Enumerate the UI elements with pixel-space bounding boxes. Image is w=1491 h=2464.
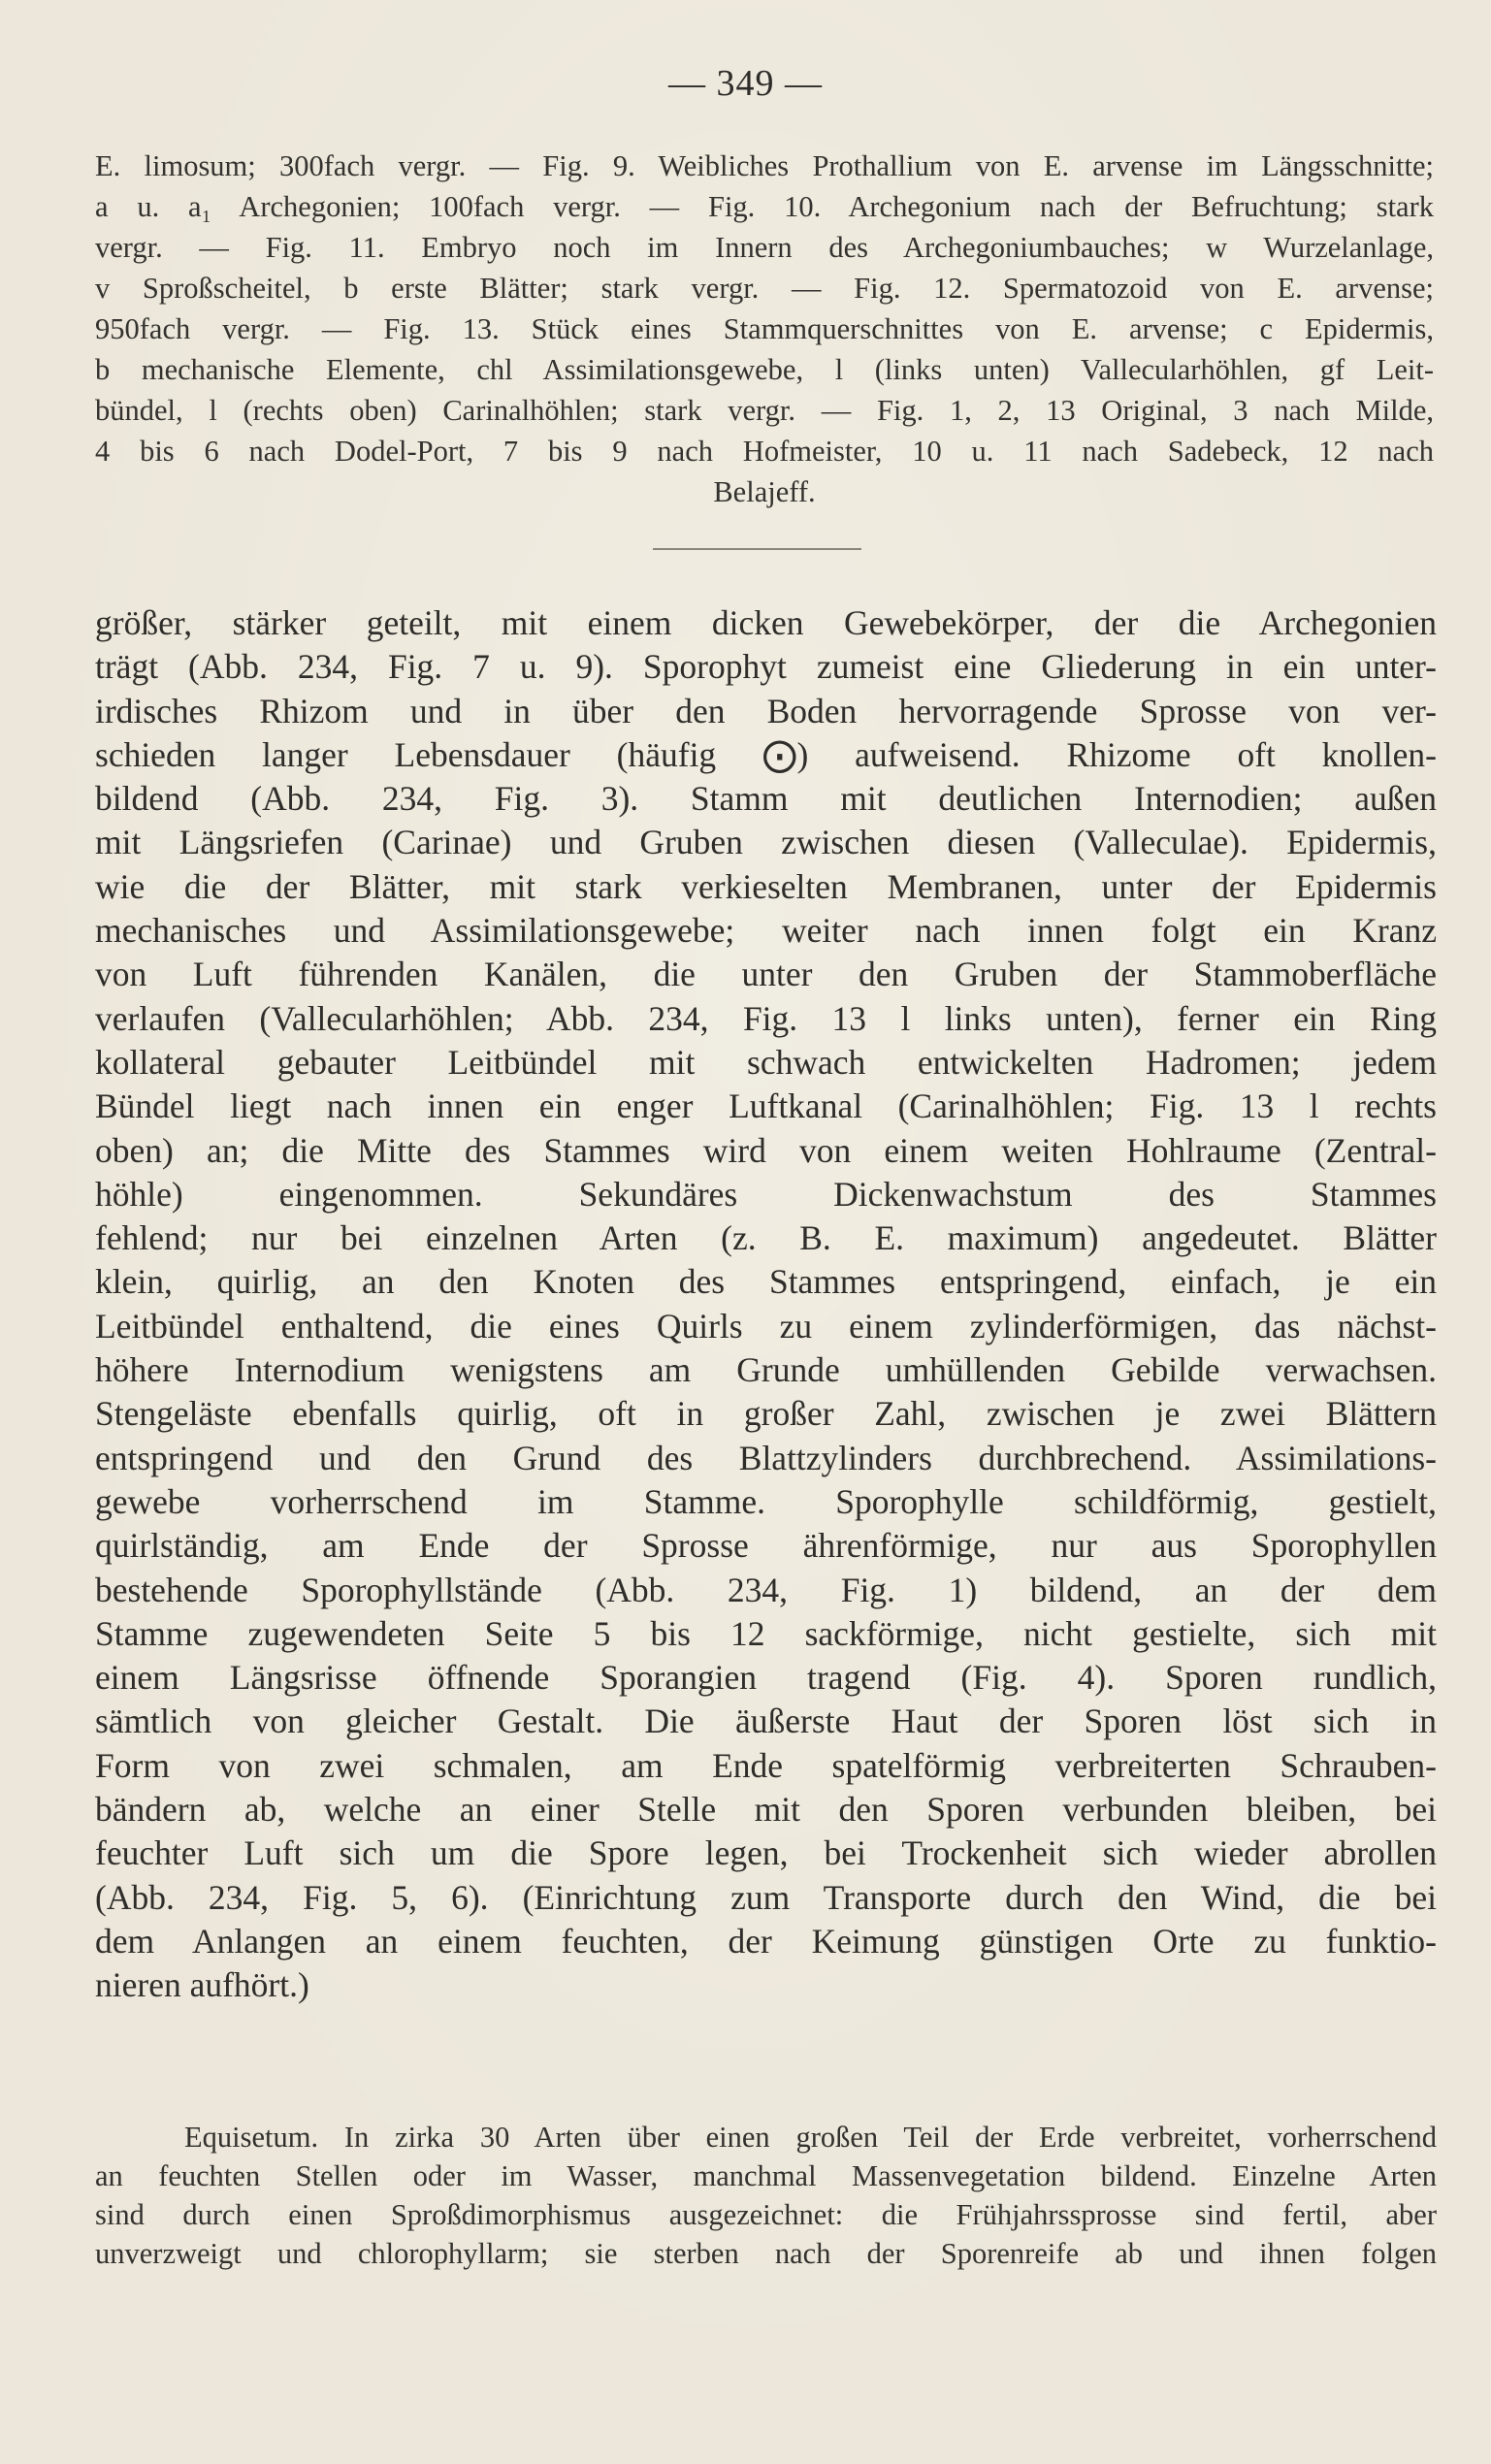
text-line: höhle) eingenommen. Sekundäres Dickenwachstum des Stammes <box>95 1174 1437 1214</box>
text-line: mechanisches und Assimilationsgewebe; weiter nach innen folgt ein Kranz <box>95 911 1437 951</box>
text-line: oben) an; die Mitte des Stammes wird von einem weiten Hohlraume (Zentral- <box>95 1130 1437 1170</box>
caption-line: 4 bis 6 nach Dodel-Port, 7 bis 9 nach Hofmeister, 10 u. 11 nach Sadebeck, 12 nach <box>95 435 1434 468</box>
page-number: — 349 — <box>668 63 823 104</box>
caption-line: bündel, l (rechts oben) Carinalhöhlen; stark vergr. — Fig. 1, 2, 13 Original, 3 nach Milde, <box>95 394 1434 427</box>
text-line: Stamme zugewendeten Seite 5 bis 12 sackförmige, nicht gestielte, sich mit <box>95 1613 1437 1653</box>
text-line: gewebe vorherrschend im Stamme. Sporophylle schildförmig, gestielt, <box>95 1481 1437 1521</box>
text-line: an feuchten Stellen oder im Wasser, manchmal Massenvegetation bildend. Einzelne Arten <box>95 2159 1437 2192</box>
text-line: einem Längsrisse öffnende Sporangien tragend (Fig. 4). Sporen rundlich, <box>95 1658 1437 1698</box>
text-line: sämtlich von gleicher Gestalt. Die äußerste Haut der Sporen löst sich in <box>95 1702 1437 1741</box>
text-line: Form von zwei schmalen, am Ende spatelförmig verbreiterten Schrauben- <box>95 1745 1437 1785</box>
text-line: Leitbündel enthaltend, die eines Quirls zu einem zylinderförmigen, das nächst- <box>95 1306 1437 1345</box>
text-line: entspringend und den Grund des Blattzylinders durchbrechend. Assimilations- <box>95 1438 1437 1477</box>
text-line: kollateral gebauter Leitbündel mit schwach entwickelten Hadromen; jedem <box>95 1042 1437 1082</box>
main-text <box>95 601 1437 2008</box>
caption-line: b mechanische Elemente, chl Assimilationsgewebe, l (links unten) Vallecularhöhlen, gf Leit- <box>95 353 1434 386</box>
text-line: von Luft führenden Kanälen, die unter den Gruben der Stammoberfläche <box>95 955 1437 994</box>
text-line: höhere Internodium wenigstens am Grunde umhüllenden Gebilde verwachsen. <box>95 1350 1437 1390</box>
caption-line: a u. a₁ Archegonien; 100fach vergr. — Fig. 10. Archegonium nach der Befruchtung; stark <box>95 190 1434 223</box>
figure-caption <box>95 146 1434 512</box>
text-line: (Abb. 234, Fig. 5, 6). (Einrichtung zum Transporte durch den Wind, die bei <box>95 1877 1437 1917</box>
caption-line: v Sproßscheitel, b erste Blätter; stark vergr. — Fig. 12. Spermatozoid von E. arvense; <box>95 272 1434 305</box>
text-line: Bündel liegt nach innen ein enger Luftkanal (Carinalhöhlen; Fig. 13 l rechts <box>95 1086 1437 1126</box>
text-line: feuchter Luft sich um die Spore legen, bei Trockenheit sich wieder abrollen <box>95 1833 1437 1873</box>
genus-notes <box>95 2118 1437 2273</box>
text-line: bändern ab, welche an einer Stelle mit den Sporen verbunden bleiben, bei <box>95 1790 1437 1830</box>
caption-line: Belajeff. <box>713 475 816 508</box>
caption-line: E. limosum; 300fach vergr. — Fig. 9. Weibliches Prothallium von E. arvense im Längsschnitte; <box>95 149 1434 182</box>
text-line: schieden langer Lebensdauer (häufig ⨀) aufweisend. Rhizome oft knollen- <box>95 734 1437 774</box>
section-divider <box>653 548 861 550</box>
text-line: wie die der Blätter, mit stark verkieselten Membranen, unter der Epidermis <box>95 866 1437 906</box>
text-line: mit Längsriefen (Carinae) und Gruben zwischen diesen (Valleculae). Epidermis, <box>95 823 1437 862</box>
text-line: unverzweigt und chlorophyllarm; sie sterben nach der Sporenreife ab und ihnen folgen <box>95 2237 1437 2270</box>
caption-line: 950fach vergr. — Fig. 13. Stück eines Stammquerschnittes von E. arvense; c Epidermis, <box>95 312 1434 345</box>
text-line: trägt (Abb. 234, Fig. 7 u. 9). Sporophyt zumeist eine Gliederung in ein unter- <box>95 647 1437 687</box>
text-line: sind durch einen Sproßdimorphismus ausgezeichnet: die Frühjahrssprosse sind fertil, aber <box>95 2198 1437 2231</box>
text-line: Equisetum. In zirka 30 Arten über einen großen Teil der Erde verbreitet, vorherrschend <box>184 2121 1437 2154</box>
text-line: größer, stärker geteilt, mit einem dicken Gewebekörper, der die Archegonien <box>95 603 1437 642</box>
text-line: Stengeläste ebenfalls quirlig, oft in großer Zahl, zwischen je zwei Blättern <box>95 1394 1437 1434</box>
caption-line: vergr. — Fig. 11. Embryo noch im Innern des Archegoniumbauches; w Wurzelanlage, <box>95 231 1434 264</box>
text-line: verlaufen (Vallecularhöhlen; Abb. 234, Fig. 13 l links unten), ferner ein Ring <box>95 998 1437 1038</box>
text-line: nieren aufhört.) <box>95 1965 309 2005</box>
text-line: fehlend; nur bei einzelnen Arten (z. B. E. maximum) angedeutet. Blätter <box>95 1218 1437 1258</box>
text-line: dem Anlangen an einem feuchten, der Keimung günstigen Orte zu funktio- <box>95 1921 1437 1961</box>
text-line: quirlständig, am Ende der Sprosse ährenförmige, nur aus Sporophyllen <box>95 1526 1437 1566</box>
text-line: irdisches Rhizom und in über den Boden hervorragende Sprosse von ver- <box>95 691 1437 730</box>
text-line: bildend (Abb. 234, Fig. 3). Stamm mit deutlichen Internodien; außen <box>95 779 1437 819</box>
text-line: bestehende Sporophyllstände (Abb. 234, Fig. 1) bildend, an der dem <box>95 1570 1437 1609</box>
text-line: klein, quirlig, an den Knoten des Stammes entspringend, einfach, je ein <box>95 1262 1437 1302</box>
